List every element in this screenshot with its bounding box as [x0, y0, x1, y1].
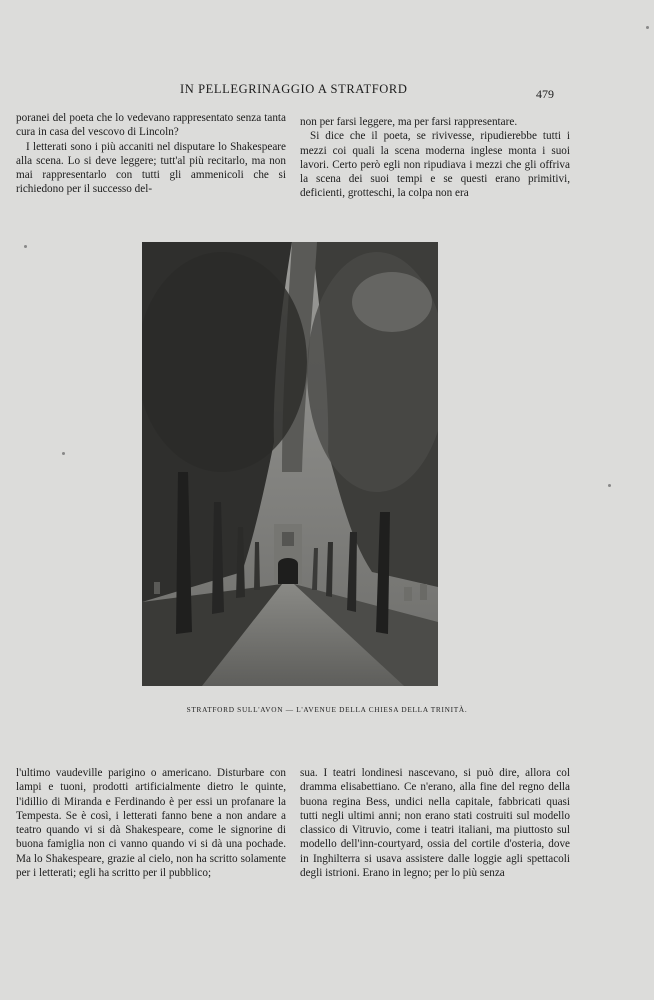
column-top-right [300, 115, 570, 201]
avenue-photograph [142, 242, 438, 686]
paragraph: poranei del poeta che lo vedevano rappresentato senza tanta cura in casa del vescovo di Lincoln? [16, 112, 286, 139]
paper-speck [646, 26, 649, 29]
page-number: 479 [536, 87, 554, 101]
column-bottom-left [16, 766, 286, 880]
column-top-left [16, 111, 286, 197]
figure-caption: STRATFORD SULL'AVON — L'AVENUE DELLA CHIESA DELLA TRINITÀ. [186, 705, 468, 714]
paper-speck [24, 245, 27, 248]
paragraph: l'ultimo vaudeville parigino o americano. Disturbare con lampi e tuoni, prodotti artificialmente dietro le quinte, l'idillio di Miranda e Ferdinando è per essi un profanare la Tempesta. Se è così, i letterati fanno bene a non andare a teatro quando vi si dà Shakespeare, come le signorine di buona famiglia non ci vanno quando vi si dà una pochade. Ma lo Shakespeare, grazie al cielo, non ha scritto solamente per i letterati; egli ha scritto per il pubblico; [16, 767, 286, 880]
paper-speck [608, 484, 611, 487]
paragraph: Si dice che il poeta, se rivivesse, ripudierebbe tutti i mezzi coi quali la scena moderna inglese monta i suoi lavori. Certo però egli non ripudiava i mezzi che gli offriva la scena dei suoi tempi e se questi erano primitivi, deficienti, grotteschi, la colpa non era [300, 130, 570, 200]
paragraph: non per farsi leggere, ma per farsi rappresentare. [300, 116, 518, 128]
running-title: IN PELLEGRINAGGIO A STRATFORD [180, 82, 408, 96]
column-bottom-right [300, 766, 570, 880]
paragraph: sua. I teatri londinesi nascevano, si può dire, allora col dramma elisabettiano. Ce n'erano, alla fine del regno della buona regina Bess, undici nella capitale, fabbricati quasi tutti negli ultimi anni; non erano stati costruiti sul modello classico di Vitruvio, come i teatri italiani, ma piuttosto sul modello dell'inn-courtyard, ossia del cortile d'osteria, dove in Inghilterra si usava assistere dalle loggie agli spettacoli degli istrioni. Erano in legno; per lo più senza [300, 767, 570, 880]
paragraph: I letterati sono i più accaniti nel disputare lo Shakespeare alla scena. Lo si deve leggere; tutt'al più recitarlo, ma non mai rappresentarlo con tutti gli ammenicoli che si richiedono per il successo del- [16, 140, 286, 196]
avenue-photo-illustration [142, 242, 438, 686]
paper-speck [62, 452, 65, 455]
